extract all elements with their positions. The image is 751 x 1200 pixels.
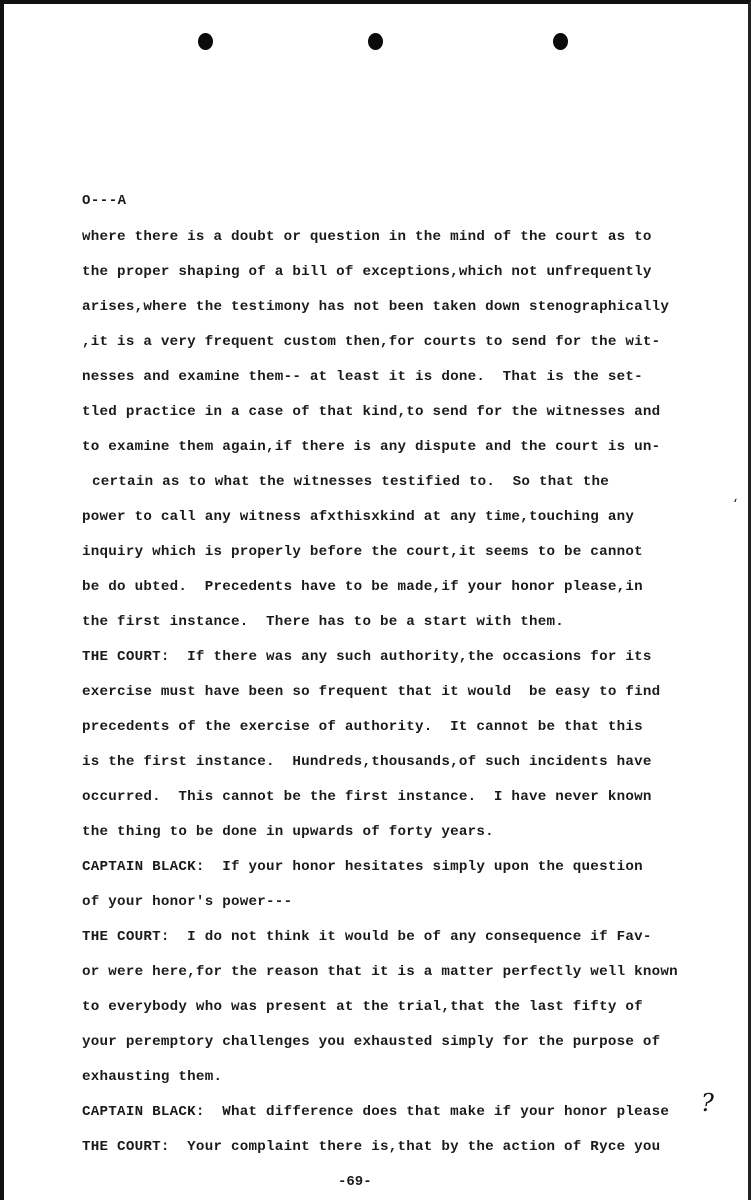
text-line: tled practice in a case of that kind,to send for the witnesses and xyxy=(82,404,661,420)
text-line: the proper shaping of a bill of exceptions,which not unfrequently xyxy=(82,264,652,280)
text-line: inquiry which is properly before the court,it seems to be cannot xyxy=(82,544,643,560)
handwritten-question-mark: ? xyxy=(701,1089,714,1117)
text-line: be do ubted. Precedents have to be made,if your honor please,in xyxy=(82,579,643,595)
section-heading: O---A xyxy=(82,193,127,209)
text-line: your peremptory challenges you exhausted simply for the purpose of xyxy=(82,1034,661,1050)
text-line: or were here,for the reason that it is a matter perfectly well known xyxy=(82,964,678,980)
text-line: exercise must have been so frequent that it would be easy to find xyxy=(82,684,661,700)
text-line: to examine them again,if there is any dispute and the court is un- xyxy=(82,439,661,455)
text-line: occurred. This cannot be the first instance. I have never known xyxy=(82,789,652,805)
text-line: certain as to what the witnesses testified to. So that the xyxy=(92,474,610,490)
punch-hole-center-icon xyxy=(368,33,383,50)
text-line: of your honor's power--- xyxy=(82,894,293,910)
speaker-line: THE COURT: Your complaint there is,that by the action of Ryce you xyxy=(82,1139,661,1155)
text-line: where there is a doubt or question in the mind of the court as to xyxy=(82,229,652,245)
text-line: exhausting them. xyxy=(82,1069,223,1085)
speaker-line: THE COURT: If there was any such authority,the occasions for its xyxy=(82,649,652,665)
text-line: arises,where the testimony has not been taken down stenographically xyxy=(82,299,670,315)
text-line: ,it is a very frequent custom then,for courts to send for the wit- xyxy=(82,334,661,350)
speaker-line: CAPTAIN BLACK: What difference does that make if your honor please xyxy=(82,1104,670,1120)
text-line: the thing to be done in upwards of forty years. xyxy=(82,824,494,840)
text-line: to everybody who was present at the trial,that the last fifty of xyxy=(82,999,643,1015)
speaker-line: CAPTAIN BLACK: If your honor hesitates simply upon the question xyxy=(82,859,643,875)
text-line: the first instance. There has to be a start with them. xyxy=(82,614,565,630)
text-line: precedents of the exercise of authority. It cannot be that this xyxy=(82,719,643,735)
text-line: power to call any witness afxthisxkind at any time,touching any xyxy=(82,509,635,525)
text-line: nesses and examine them-- at least it is done. That is the set- xyxy=(82,369,643,385)
page-number: -69- xyxy=(338,1174,372,1190)
punch-hole-right-icon xyxy=(553,33,568,50)
speaker-line: THE COURT: I do not think it would be of any consequence if Fav- xyxy=(82,929,652,945)
punch-hole-left-icon xyxy=(198,33,213,50)
text-line: is the first instance. Hundreds,thousands,of such incidents have xyxy=(82,754,652,770)
margin-mark: ‘ xyxy=(733,497,738,513)
